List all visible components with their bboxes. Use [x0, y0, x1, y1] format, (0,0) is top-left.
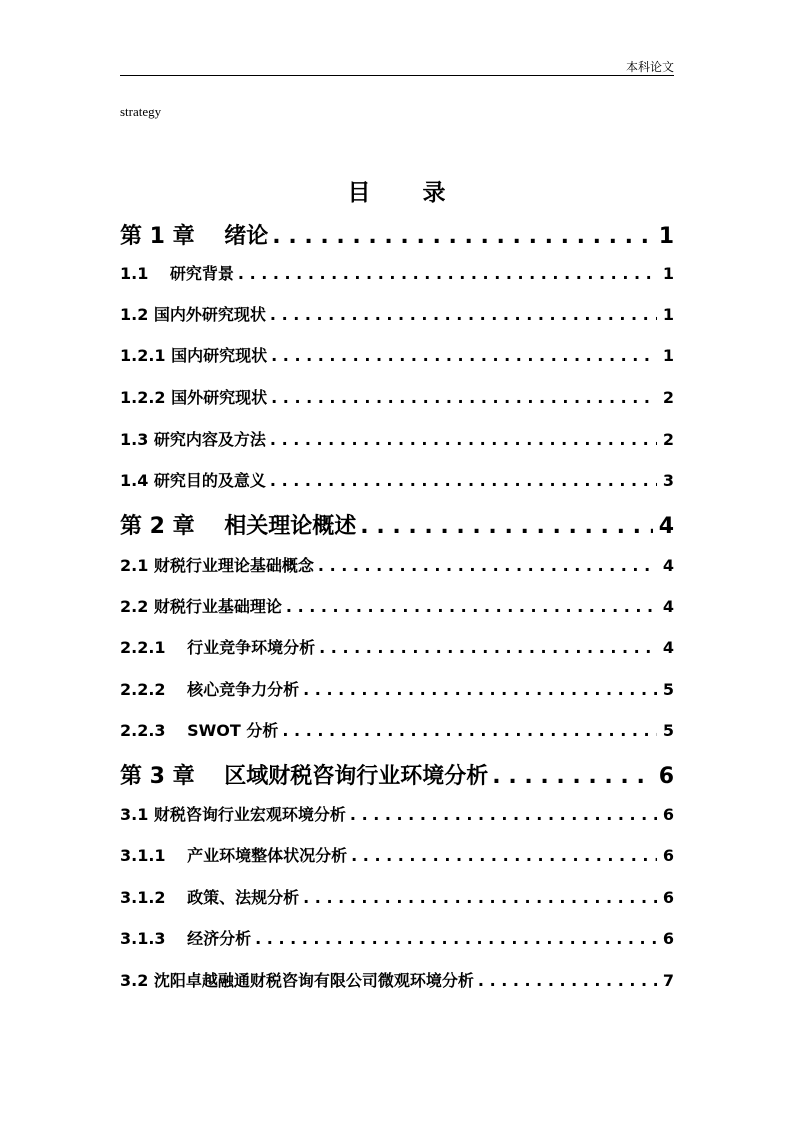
toc-leader-dots — [286, 597, 657, 616]
toc-entry-label: 第 1 章 绪论 — [120, 224, 269, 249]
toc-entry-label: 3.1.1 产业环境整体状况分析 — [120, 846, 348, 865]
toc-leader-dots — [319, 638, 657, 657]
toc-page-number: 4 — [662, 556, 674, 575]
toc-page-number: 1 — [658, 224, 674, 249]
toc-page-number: 4 — [658, 514, 674, 539]
toc-entry-label: 1.2.1 国内研究现状 — [120, 346, 268, 365]
toc-page-number: 6 — [662, 846, 674, 865]
toc-entry-label: 2.2.1 行业竞争环境分析 — [120, 638, 316, 657]
toc-entry-label: 1.2.2 国外研究现状 — [120, 388, 268, 407]
toc-leader-dots — [350, 805, 657, 824]
toc-section-entry[interactable] — [120, 926, 674, 949]
toc-leader-dots — [303, 680, 657, 699]
toc-page-number: 5 — [662, 680, 674, 699]
toc-chapter-entry[interactable] — [120, 759, 674, 790]
toc-section-entry[interactable] — [120, 343, 674, 366]
toc-page-number: 4 — [662, 597, 674, 616]
toc-section-entry[interactable] — [120, 635, 674, 658]
toc-page-number: 7 — [662, 971, 674, 990]
toc-entry-label: 2.2.3 SWOT 分析 — [120, 721, 279, 740]
toc-leader-dots — [492, 764, 652, 789]
toc-leader-dots — [303, 888, 657, 907]
carry-over-text: strategy — [120, 104, 162, 119]
toc-leader-dots — [282, 721, 656, 740]
toc-page-number: 1 — [662, 346, 674, 365]
toc-page-number: 1 — [662, 264, 674, 283]
toc-section-entry[interactable] — [120, 843, 674, 866]
toc-section-entry[interactable] — [120, 677, 674, 700]
toc-section-entry[interactable] — [120, 802, 674, 825]
toc-entry-label: 第 3 章 区域财税咨询行业环境分析 — [120, 764, 489, 789]
toc-leader-dots — [360, 514, 652, 539]
toc-entry-label: 第 2 章 相关理论概述 — [120, 514, 357, 539]
toc-leader-dots — [238, 264, 657, 283]
toc-page-number: 2 — [662, 388, 674, 407]
toc-title: 目 录 — [347, 180, 468, 206]
toc-page-number: 4 — [662, 638, 674, 657]
toc-page-number: 6 — [658, 764, 674, 789]
toc-leader-dots — [351, 846, 657, 865]
header-title: 本科论文 — [625, 60, 674, 74]
toc-section-entry[interactable] — [120, 718, 674, 741]
toc-entry-label: 1.4 研究目的及意义 — [120, 471, 266, 490]
toc-leader-dots — [271, 346, 657, 365]
toc-page-number: 1 — [662, 305, 674, 324]
toc-entry-label: 3.1.2 政策、法规分析 — [120, 888, 300, 907]
toc-page-number: 6 — [662, 805, 674, 824]
toc-entry-label: 2.2 财税行业基础理论 — [120, 597, 282, 616]
toc-section-entry[interactable] — [120, 885, 674, 908]
toc-leader-dots — [318, 556, 657, 575]
toc-page-number: 5 — [662, 721, 674, 740]
toc-page-number: 3 — [662, 471, 674, 490]
toc-leader-dots — [478, 971, 657, 990]
toc-chapter-entry[interactable] — [120, 509, 674, 540]
toc-entry-label: 3.2 沈阳卓越融通财税咨询有限公司微观环境分析 — [120, 971, 474, 990]
toc-page-number: 6 — [662, 929, 674, 948]
toc-entry-label: 3.1 财税咨询行业宏观环境分析 — [120, 805, 346, 824]
toc-leader-dots — [255, 929, 657, 948]
page-header — [120, 55, 674, 76]
toc-section-entry[interactable] — [120, 968, 674, 991]
toc-section-entry[interactable] — [120, 553, 674, 576]
toc-page-number: 2 — [662, 430, 674, 449]
toc-leader-dots — [270, 430, 657, 449]
toc-entry-label: 1.3 研究内容及方法 — [120, 430, 266, 449]
toc-entry-label: 2.2.2 核心竞争力分析 — [120, 680, 300, 699]
toc-section-entry[interactable] — [120, 594, 674, 617]
toc-entry-label: 2.1 财税行业理论基础概念 — [120, 556, 314, 575]
toc-section-entry[interactable] — [120, 468, 674, 491]
toc-leader-dots — [272, 224, 652, 249]
toc-leader-dots — [270, 305, 657, 324]
toc-leader-dots — [270, 471, 657, 490]
toc-entry-label: 3.1.3 经济分析 — [120, 929, 252, 948]
toc-section-entry[interactable] — [120, 385, 674, 408]
toc-entry-label: 1.2 国内外研究现状 — [120, 305, 266, 324]
toc-section-entry[interactable] — [120, 302, 674, 325]
toc-chapter-entry[interactable] — [120, 219, 674, 250]
toc-entry-label: 1.1 研究背景 — [120, 264, 234, 283]
toc-section-entry[interactable] — [120, 427, 674, 450]
toc-page-number: 6 — [662, 888, 674, 907]
toc-section-entry[interactable] — [120, 261, 674, 284]
toc-leader-dots — [271, 388, 657, 407]
